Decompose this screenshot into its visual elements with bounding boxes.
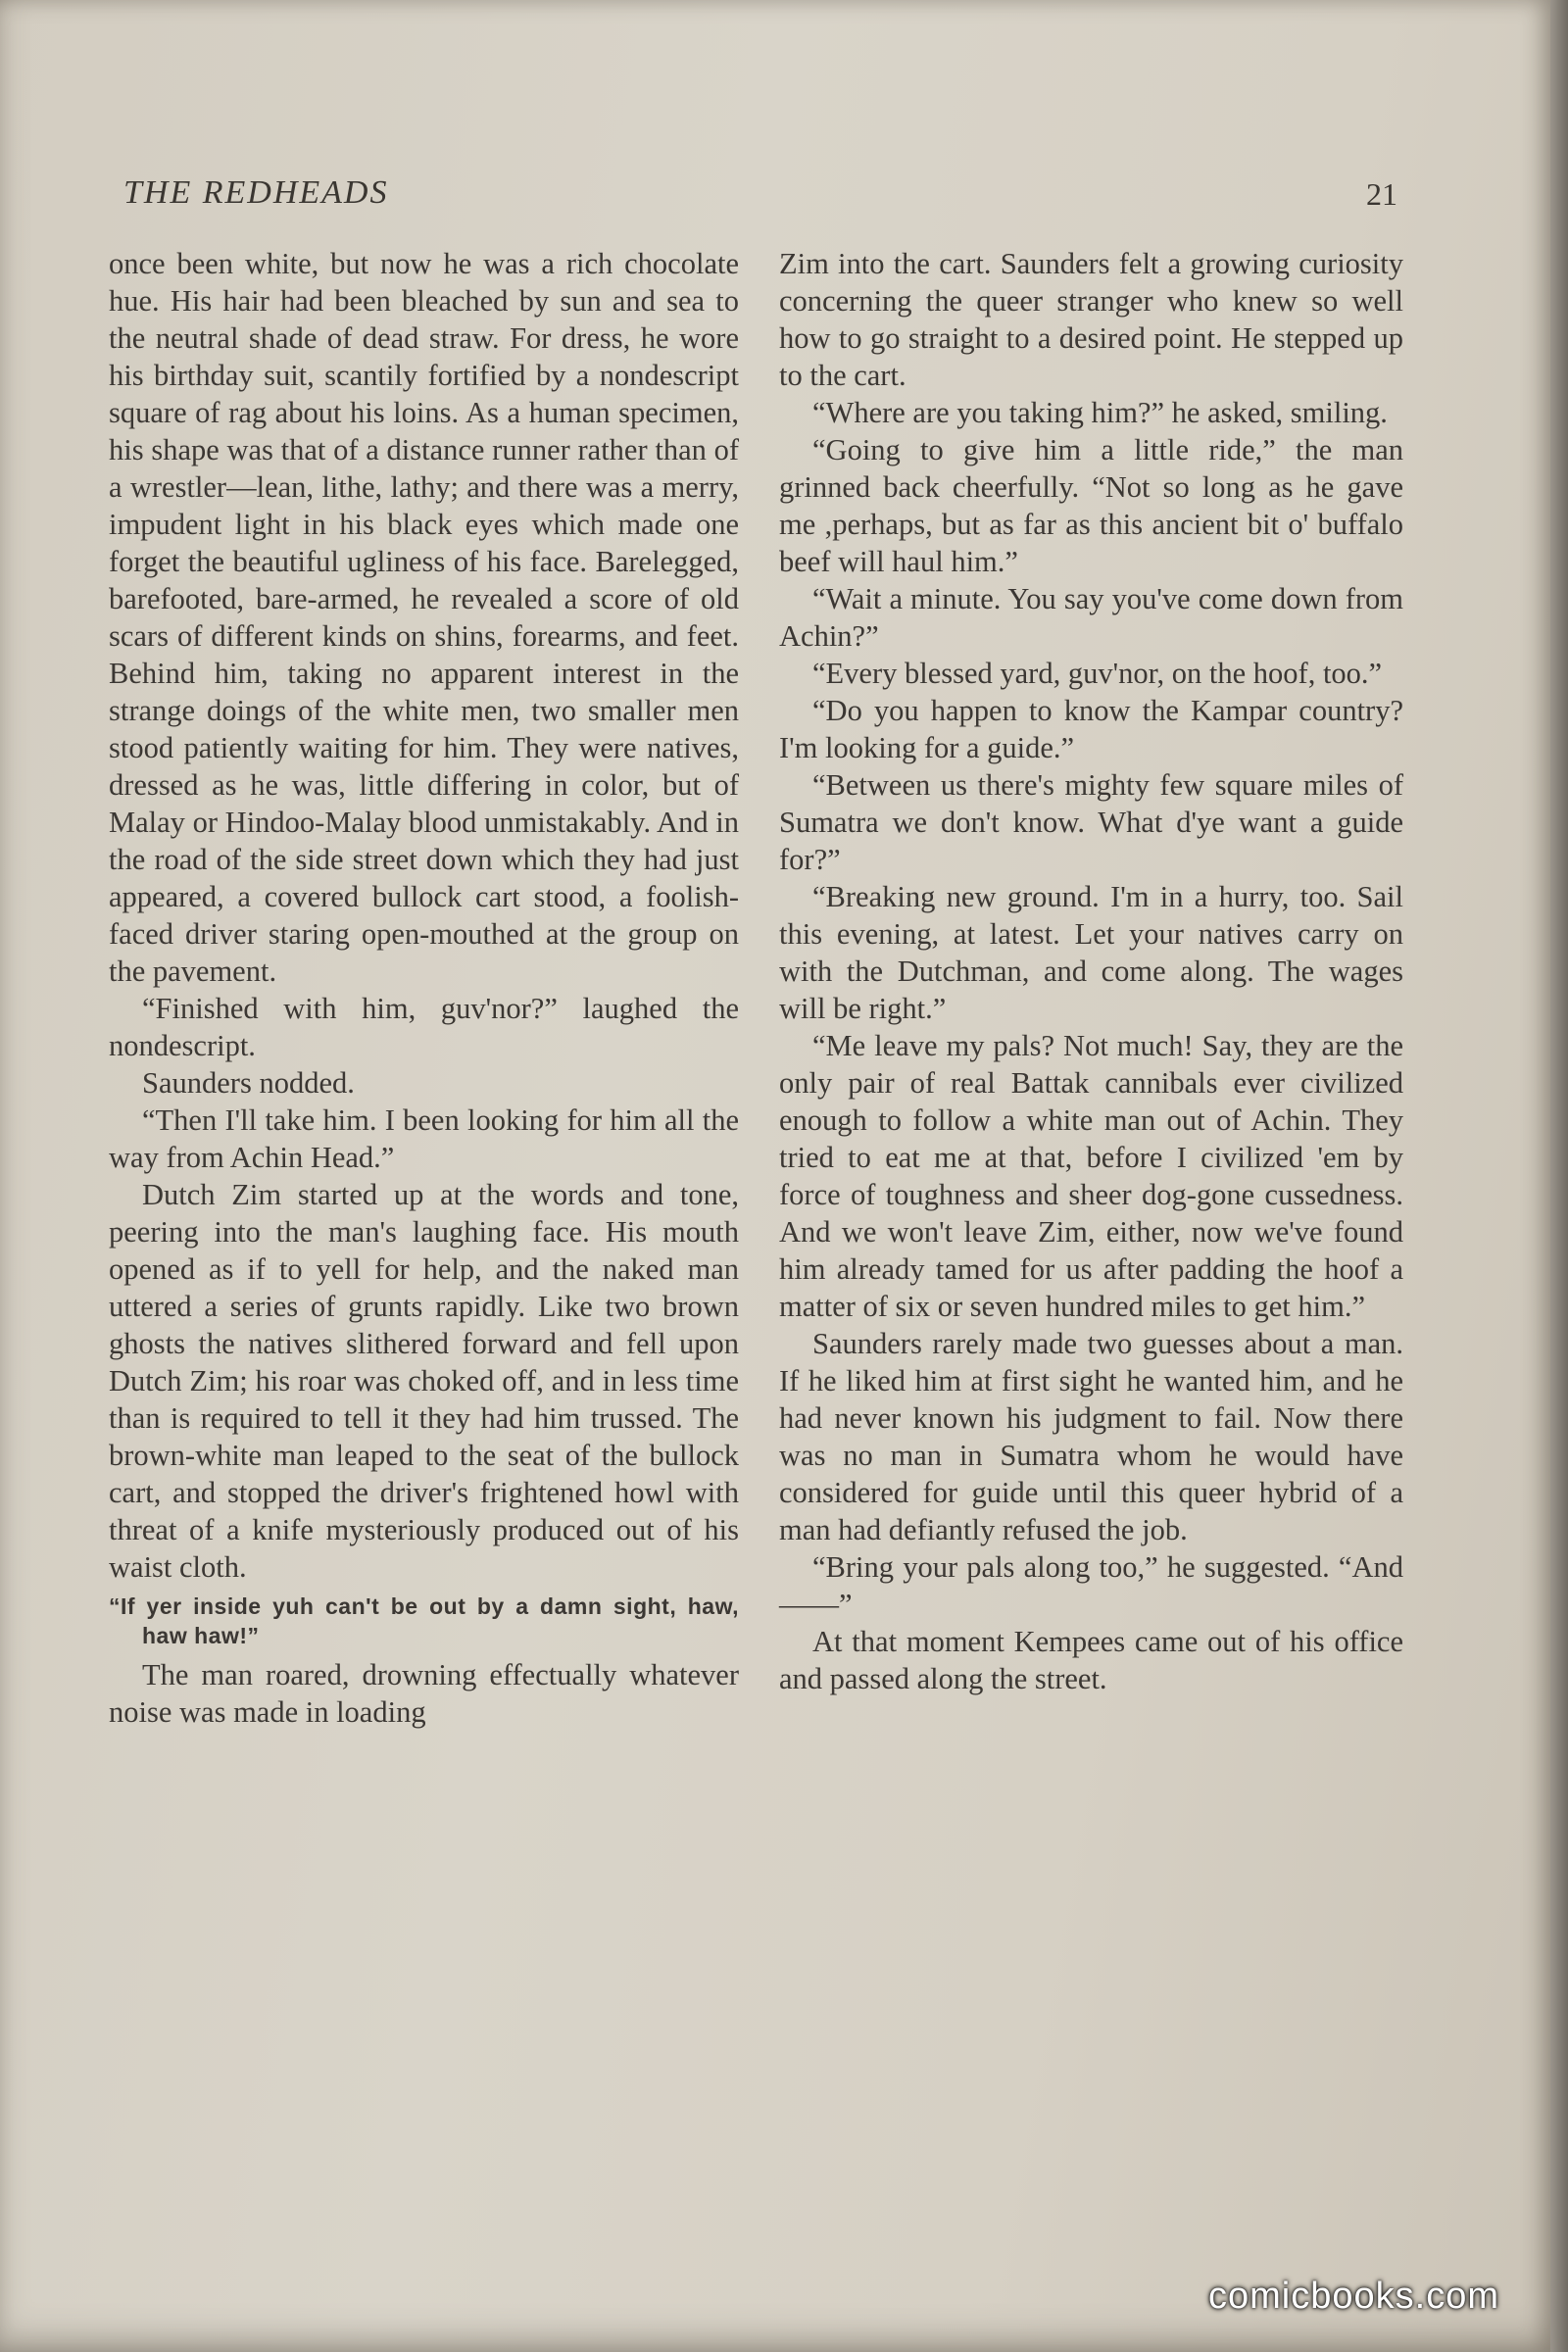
paragraph: Dutch Zim started up at the words and tone, peering into the man's laughing face. His mouth opened as if to yell for help, and the naked man uttered a series of grunts rapidly. Like two brown ghosts the natives slithered forward and fell upon Dutch Zim; his roar was choked off, and in less time than is required to tell it they had him trussed. The brown-white man leaped to the seat of the bullock cart, and stopped the driver's frightened howl with threat of a knife mysteriously produced out of his waist cloth. (109, 1178, 739, 1584)
paragraph: “Between us there's mighty few square miles of Sumatra we don't know. What d'ye want a guide for?” (779, 768, 1403, 876)
watermark: comicbooks.com (1208, 2276, 1499, 2317)
paragraph: “Finished with him, guv'nor?” laughed the nondescript. (109, 992, 739, 1062)
paragraph: once been white, but now he was a rich chocolate hue. His hair had been bleached by sun and sea to the neutral shade of dead straw. For dress, he wore his birthday suit, scantily fortified by a nondescript square of rag about his loins. As a human specimen, his shape was that of a distance runner rather than of a wrestler—lean, lithe, lathy; and there was a merry, impudent light in his black eyes which made one forget the beautiful ugliness of his face. Barelegged, barefooted, bare-armed, he revealed a score of old scars of different kinds on shins, forearms, and feet. Behind him, taking no apparent interest in the strange doings of the white men, two smaller men stood patiently waiting for him. They were natives, dressed as he was, little differing in color, but of Malay or Hindoo-Malay blood unmistakably. And in the road of the side street down which they had just appeared, a covered bullock cart stood, a foolish-faced driver staring open-mouthed at the group on the pavement. (109, 247, 739, 988)
left-column (109, 245, 739, 1731)
paragraph: “Going to give him a little ride,” the man grinned back cheerfully. “Not so long as he gave me ,perhaps, but as far as this ancient bit o' buffalo beef will haul him.” (779, 433, 1403, 578)
right-column (779, 245, 1403, 1697)
paragraph: Zim into the cart. Saunders felt a growing curiosity concerning the queer stranger who knew so well how to go straight to a desired point. He stepped up to the cart. (779, 247, 1403, 392)
paragraph: “Wait a minute. You say you've come down from Achin?” (779, 582, 1403, 653)
paragraph: “Every blessed yard, guv'nor, on the hoof, too.” (812, 657, 1383, 690)
paragraph: Saunders nodded. (142, 1066, 355, 1100)
paragraph: The man roared, drowning effectually whatever noise was made in loading (109, 1658, 739, 1729)
song-line: “If yer inside yuh can't be out by a damn sight, haw, haw haw!” (109, 1593, 739, 1648)
paragraph: “Do you happen to know the Kampar country? I'm looking for a guide.” (779, 694, 1403, 764)
paragraph: “Bring your pals along too,” he suggested. “And——” (779, 1550, 1403, 1621)
paragraph: Saunders rarely made two guesses about a man. If he liked him at first sight he wanted him, and he had never known his judgment to fail. Now there was no man in Sumatra whom he would have considered for guide until this queer hybrid of a man had defiantly refused the job. (779, 1327, 1403, 1546)
paragraph: “Then I'll take him. I been looking for him all the way from Achin Head.” (109, 1103, 739, 1174)
paragraph: At that moment Kempees came out of his office and passed along the street. (779, 1625, 1403, 1695)
running-head: THE REDHEADS (123, 174, 389, 211)
paragraph: “Where are you taking him?” he asked, smiling. (812, 396, 1388, 429)
page-number: 21 (1366, 176, 1397, 212)
paragraph: “Me leave my pals? Not much! Say, they are the only pair of real Battak cannibals ever civilized enough to follow a white man out of Achin. They tried to eat me at that, before I civilized 'em by force of toughness and sheer dog-gone cussedness. And we won't leave Zim, either, now we've found him already tamed for us after padding the hoof a matter of six or seven hundred miles to get him.” (779, 1029, 1403, 1323)
paragraph: “Breaking new ground. I'm in a hurry, too. Sail this evening, at latest. Let your natives carry on with the Dutchman, and come along. The wages will be right.” (779, 880, 1403, 1025)
page-edge (1550, 0, 1568, 2352)
